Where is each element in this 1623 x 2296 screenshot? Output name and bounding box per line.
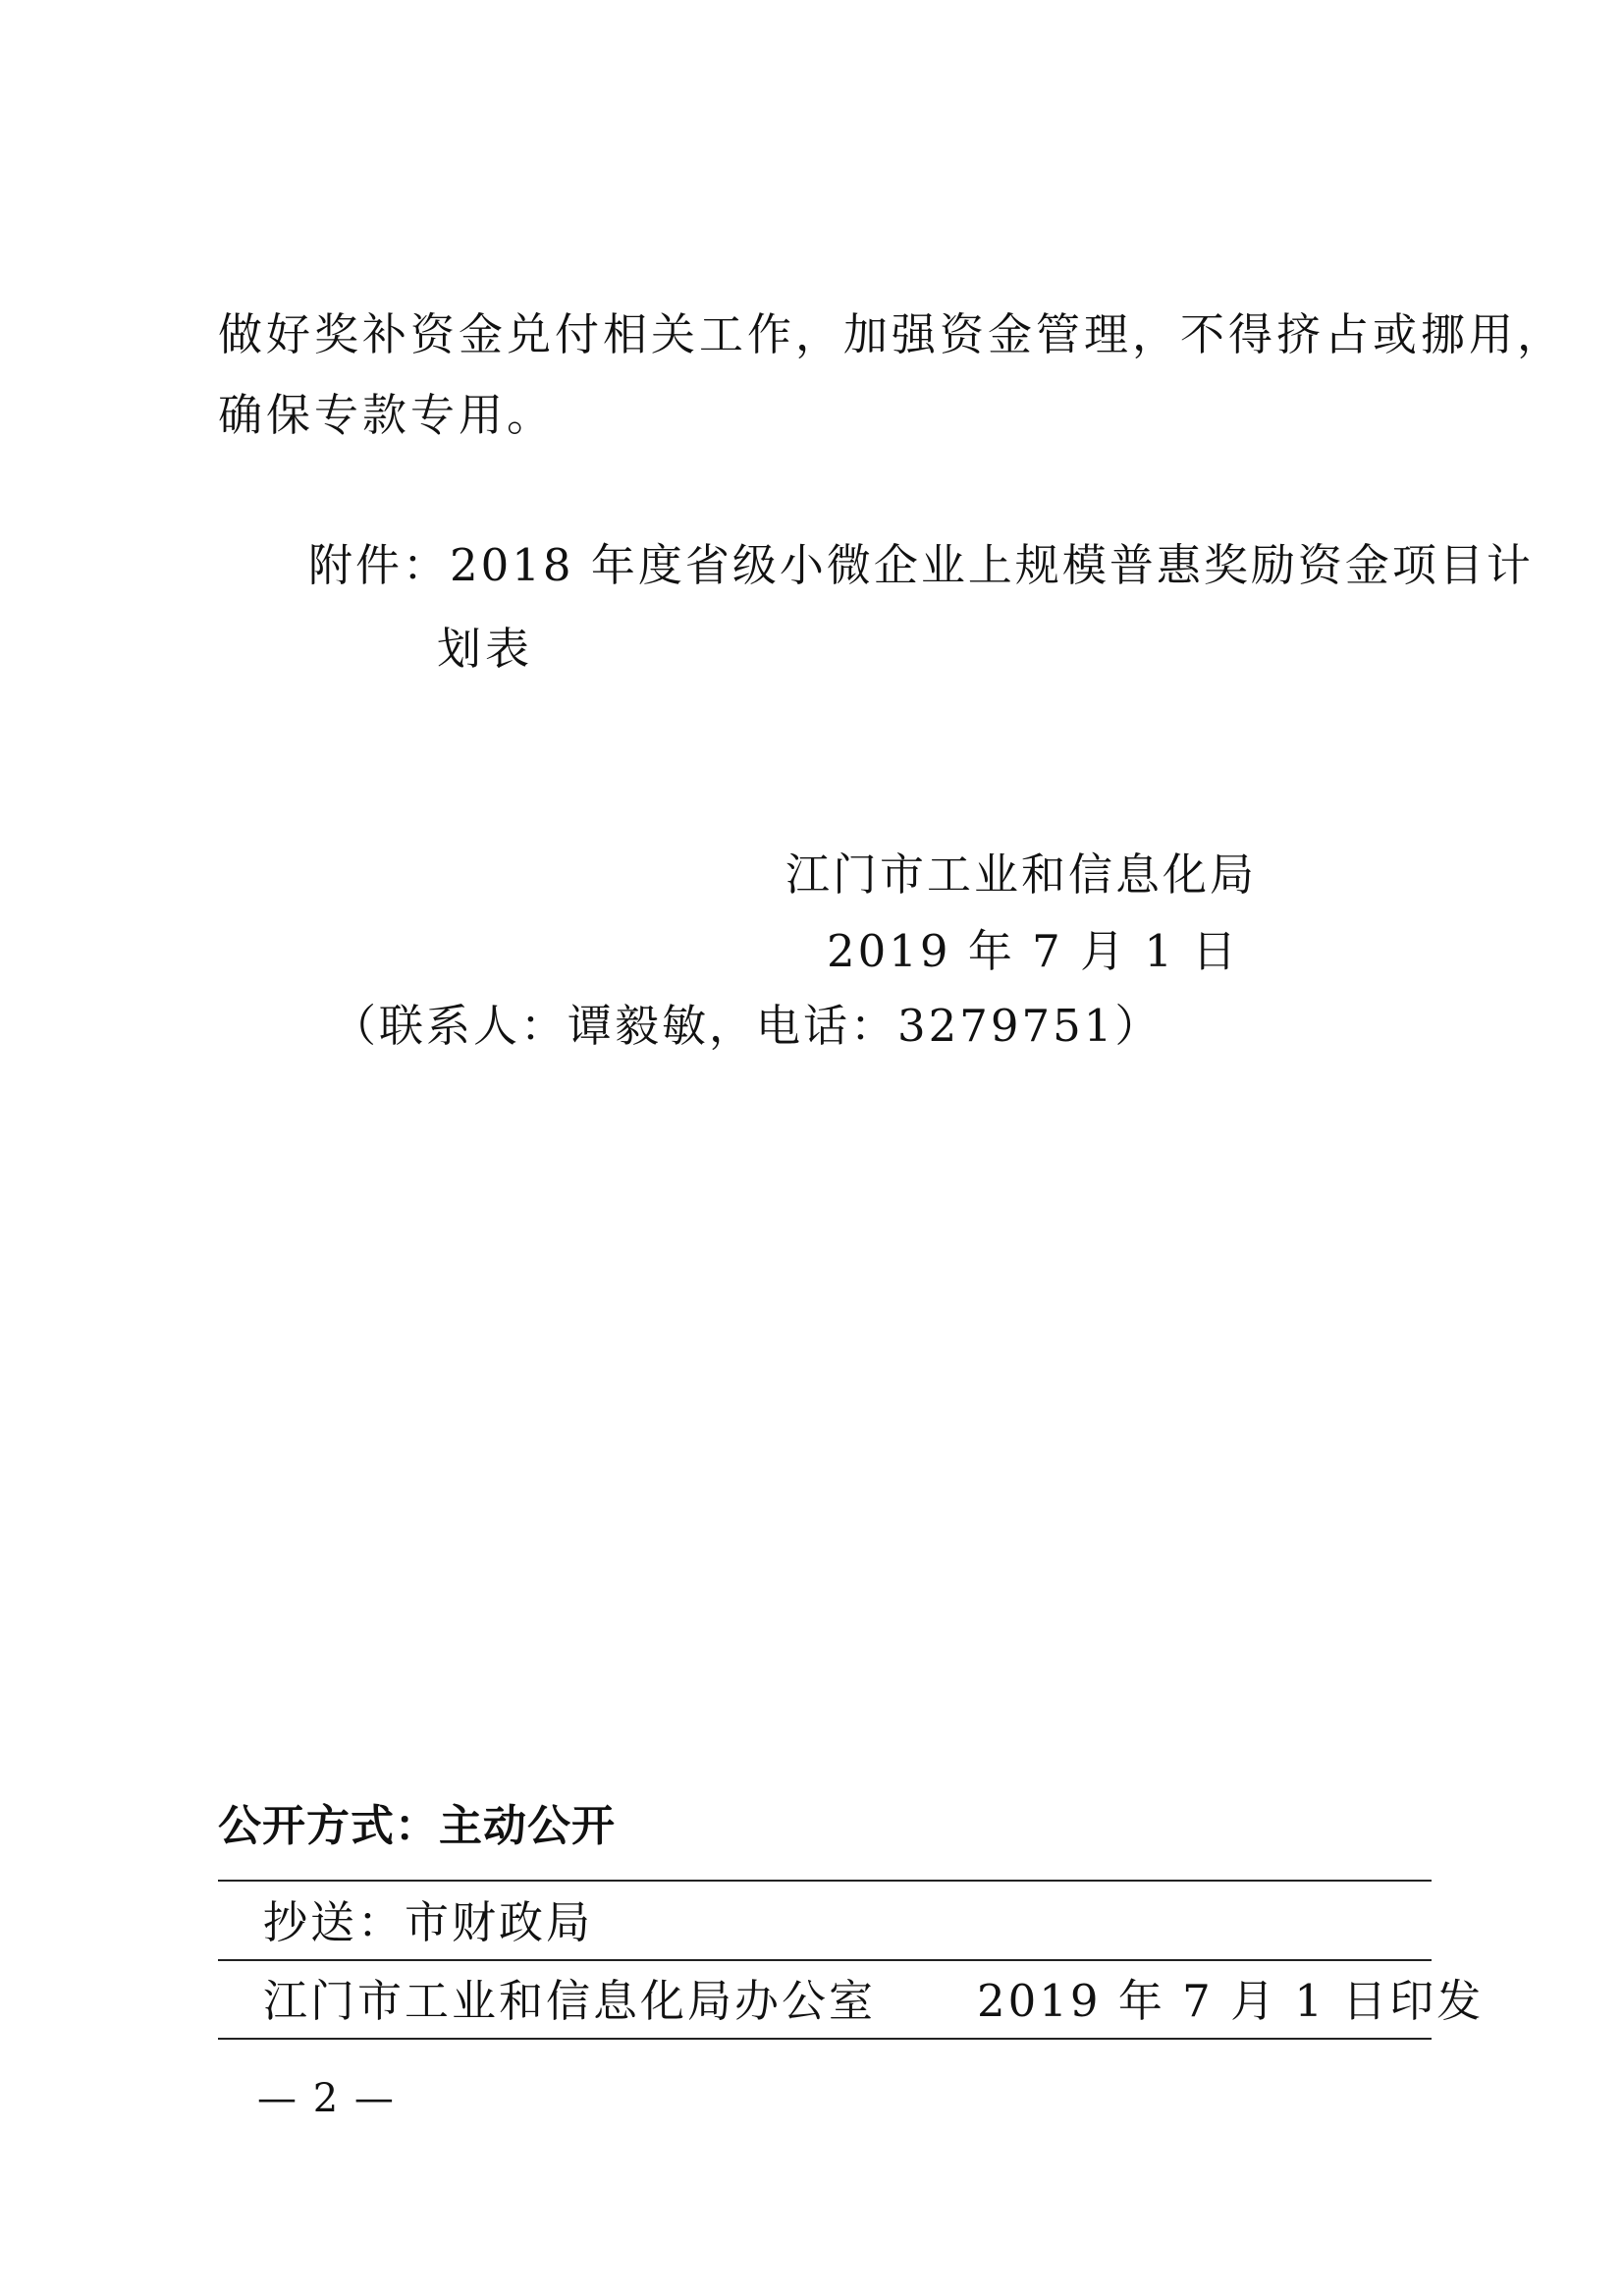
- attachment-line-1: 附件：2018 年度省级小微企业上规模普惠奖励资金项目计: [308, 539, 1534, 591]
- body-paragraph-line-1: 做好奖补资金兑付相关工作，加强资金管理，不得挤占或挪用，: [218, 308, 1566, 360]
- page-number: — 2 —: [257, 2076, 396, 2121]
- footer-divider-top: [218, 1880, 1432, 1882]
- cc-recipients: 抄送：市财政局: [263, 1896, 594, 1948]
- signature-organization: 江门市工业和信息化局: [785, 848, 1258, 901]
- issue-date: 2019 年 7 月 1 日印发: [977, 1975, 1485, 2027]
- disclosure-method: 公开方式：主动公开: [218, 1801, 616, 1851]
- signature-date: 2019 年 7 月 1 日: [827, 925, 1240, 977]
- footer-divider-bottom: [218, 2038, 1432, 2040]
- body-paragraph-line-2: 确保专款专用。: [218, 389, 556, 441]
- footer-divider-middle: [218, 1959, 1432, 1961]
- attachment-line-2: 划表: [437, 623, 534, 675]
- issuing-office: 江门市工业和信息化局办公室: [263, 1975, 877, 2027]
- contact-info: （联系人：谭毅敏，电话：3279751）: [332, 1000, 1163, 1052]
